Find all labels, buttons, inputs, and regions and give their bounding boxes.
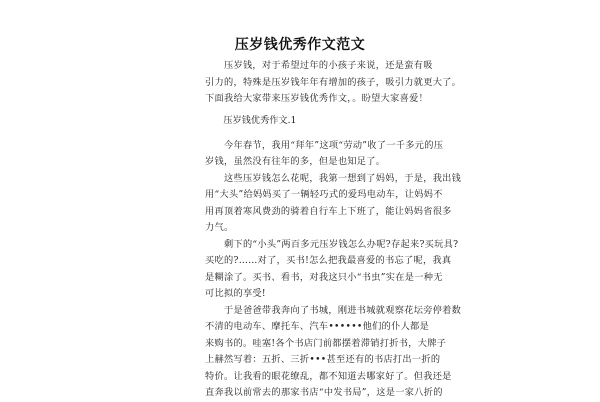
body-line: 不清的电动车、摩托车、汽车••••••他们的仆人都是 — [205, 321, 430, 332]
body-line: 直奔我以前常去的那家书店“中发书局”，这是一家八折的 — [205, 387, 443, 398]
body-line: 来购书的。哇塞!各个书店门前都摆着滞销打折书，大牌子 — [205, 337, 447, 349]
intro-line: 引力的，特殊是压岁钱年年有增加的孩子，吸引力就更大了。 — [205, 76, 462, 88]
intro-line: 压岁钱，对于希望过年的小孩子来说，还是蛮有吸 — [205, 60, 433, 71]
body-line: 是糊涂了。买书、看书，对我这只小“书虫”实在是一种无 — [205, 271, 443, 283]
body-line: 力气。 — [205, 222, 234, 233]
body-line: 于是爸爸带我奔向了书城，刚进书城就观察花坛旁停着数 — [205, 304, 462, 316]
body-line: 买吃的?……对了，买书!怎么把我最喜爱的书忘了呢，我真 — [205, 255, 452, 266]
document-title: 压岁钱优秀作文范文 — [234, 37, 366, 53]
body-line: 剩下的“小头”两百多元压岁钱怎么办呢?存起来?买玩具? — [205, 238, 459, 250]
body-line: 用“大头”给妈妈买了一辆轻巧式的爱玛电动车，让妈妈不 — [205, 189, 443, 200]
body-line: 今年春节，我用“拜年”这项“劳动”收了一千多元的压 — [205, 139, 444, 151]
body-line: 上赫然写着：五折、三折•••甚至还有的书店打出一折的 — [205, 354, 441, 365]
essay-body — [205, 113, 462, 402]
body-line: 特价。让我看的眼花缭乱，都不知道去哪家好了。但我还是 — [205, 370, 452, 382]
body-line: 用再顶着寒风费劲的骑着自行车上下班了，能让妈妈省很多 — [205, 205, 452, 217]
body-line: 这些压岁钱怎么花呢，我第一想到了妈妈，于是，我出钱 — [205, 172, 462, 184]
intro-line: 下面我给大家带来压岁钱优秀作文，。盼望大家喜爱！ — [205, 93, 429, 104]
intro-paragraph — [205, 58, 462, 108]
body-line: 可比拟的享受! — [205, 288, 266, 299]
section-heading: 压岁钱优秀作文.1 — [205, 115, 297, 126]
body-line: 岁钱，虽然没有往年的多，但是也知足了。 — [205, 156, 386, 167]
